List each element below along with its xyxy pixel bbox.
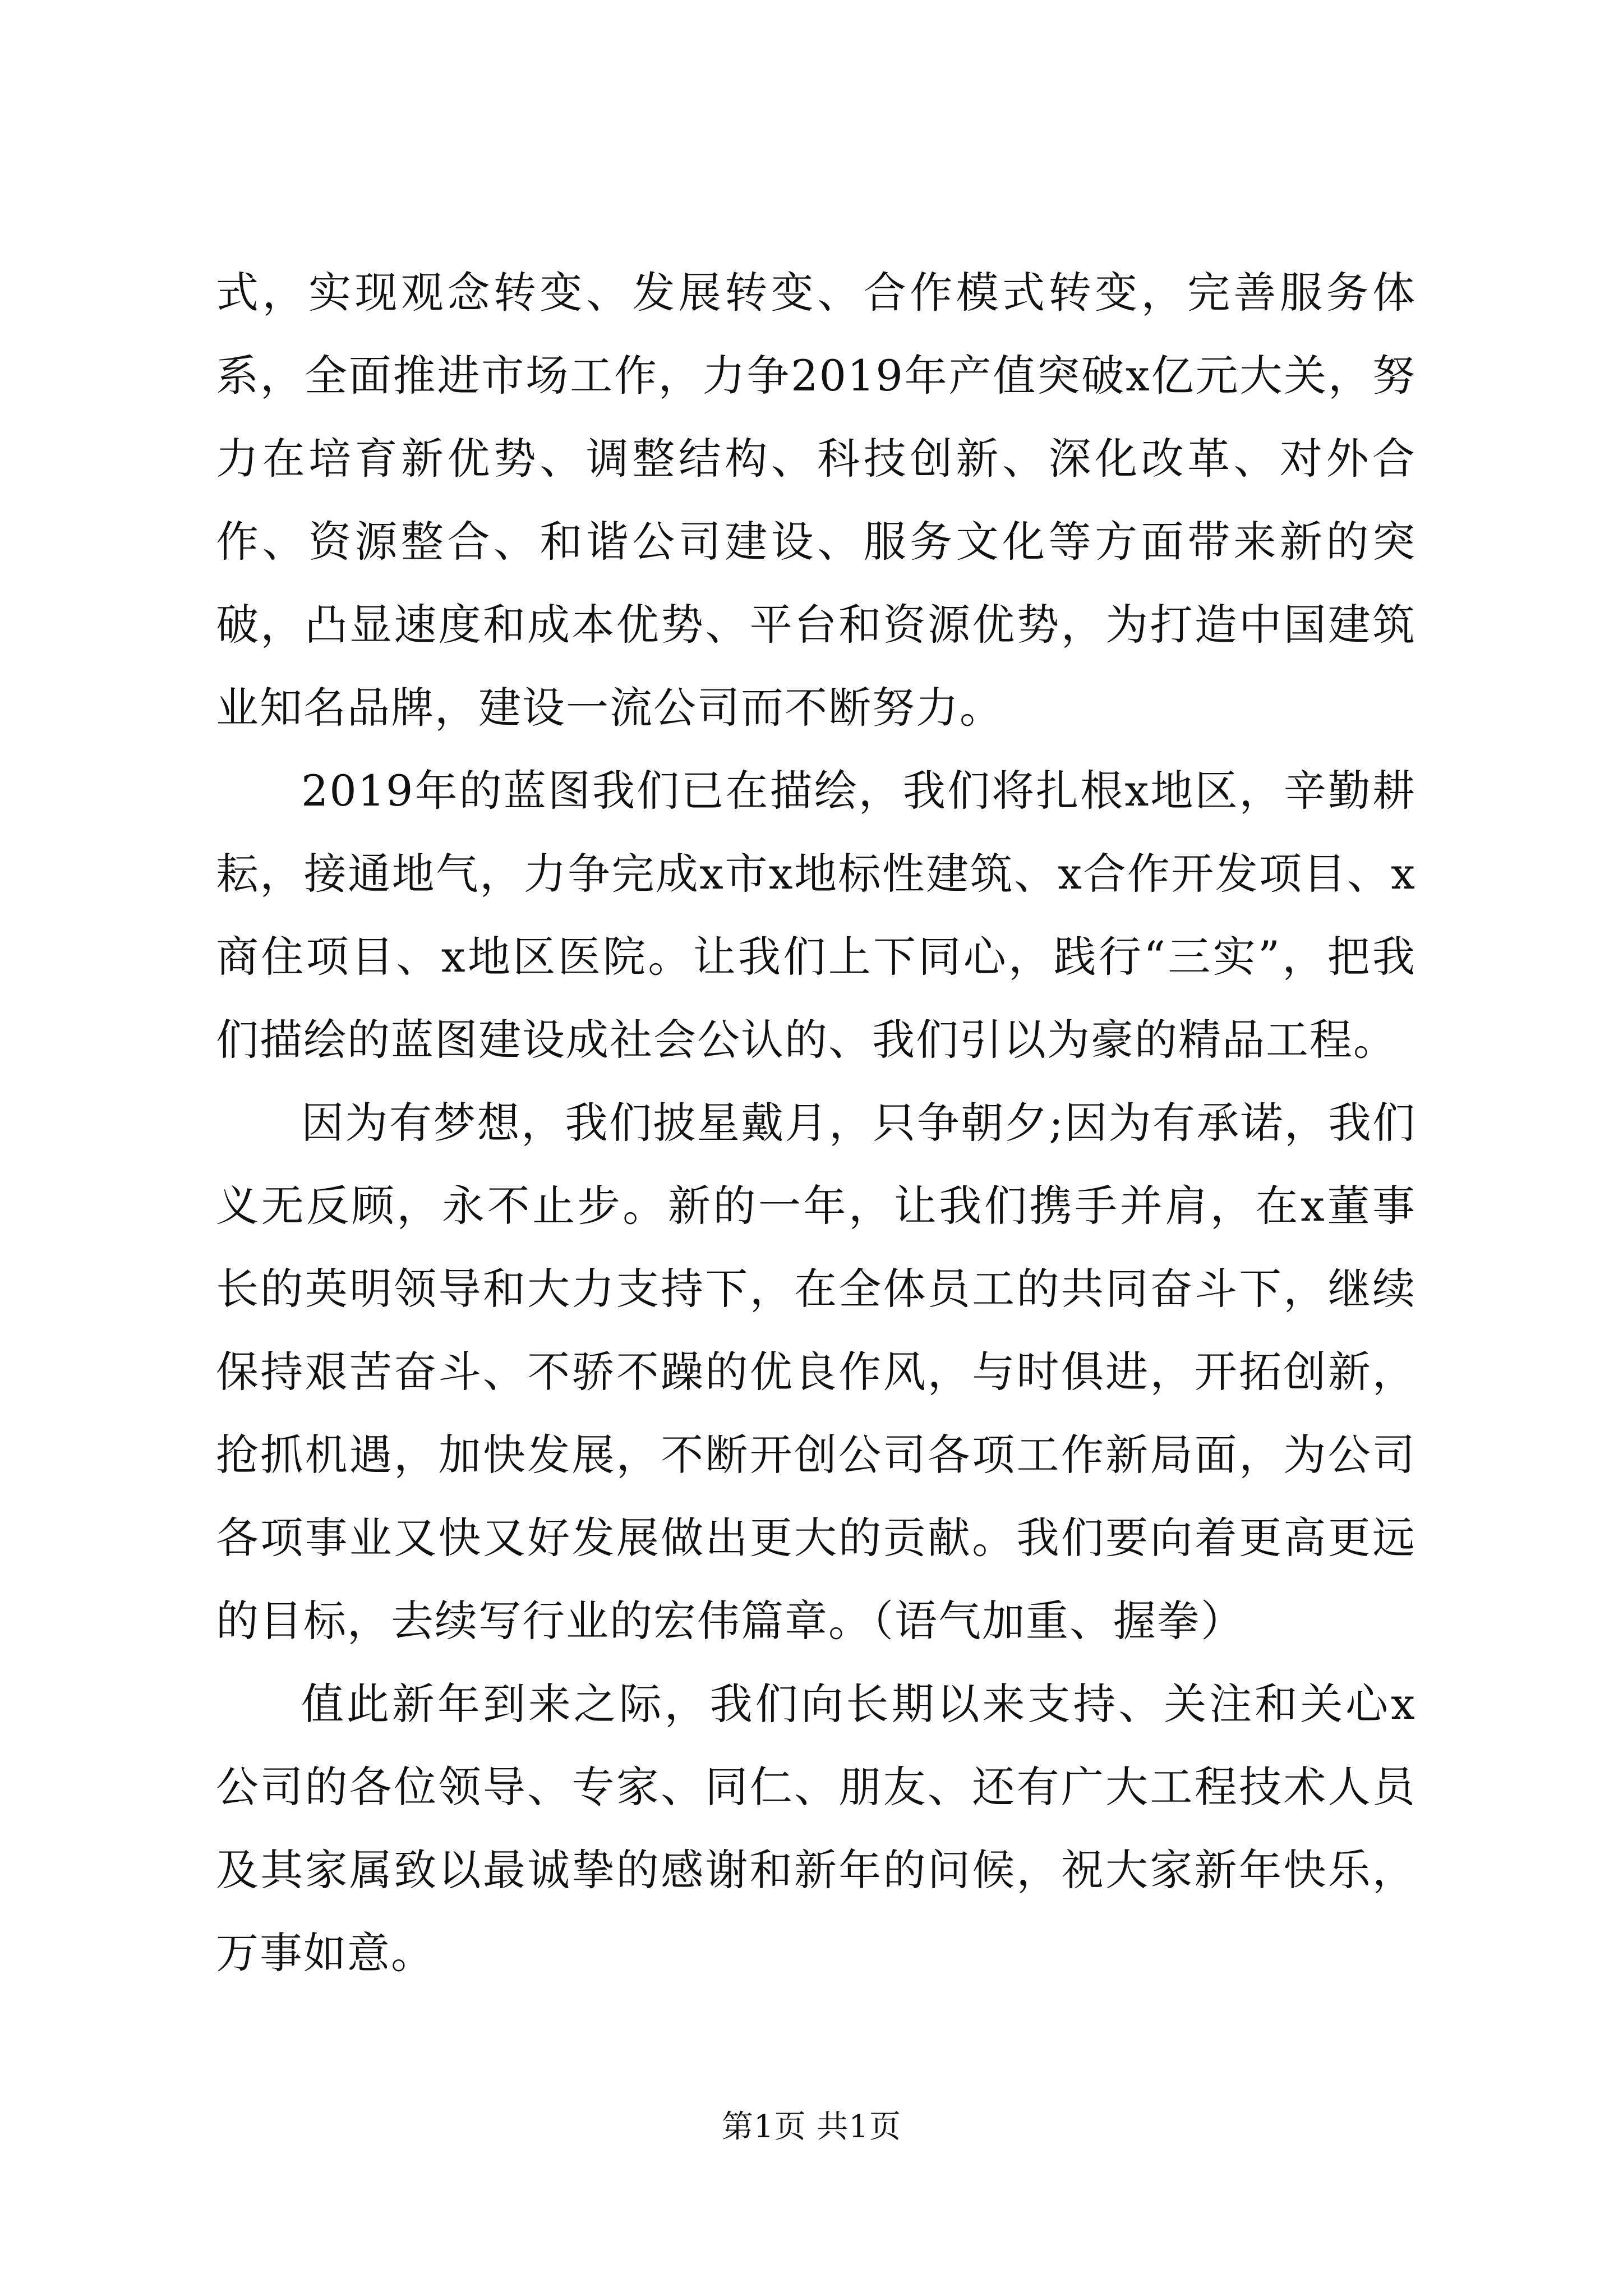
paragraph-1: 式，实现观念转变、发展转变、合作模式转变，完善服务体系，全面推进市场工作，力争2019年产值突破x亿元大关，努力在培育新优势、调整结构、科技创新、深化改革、对外合作、资源整合、和谐公司建设、服务文化等方面带来新的突破，凸显速度和成本优势、平台和资源优势，为打造中国建筑业知名品牌，建设一流公司而不断努力。 (216, 268, 1416, 733)
document-body (216, 251, 1416, 1995)
page-footer: 第1页 共1页 (721, 2109, 902, 2145)
paragraph-2: 2019年的蓝图我们已在描绘，我们将扎根x地区，辛勤耕耘，接通地气，力争完成x市x地标性建筑、x合作开发项目、x商住项目、x地区医院。让我们上下同心，践行“三实”，把我们描绘的蓝图建设成社会公认的、我们引以为豪的精品工程。 (216, 766, 1416, 1065)
paragraph-3: 因为有梦想，我们披星戴月，只争朝夕;因为有承诺，我们义无反顾，永不止步。新的一年，让我们携手并肩，在x董事长的英明领导和大力支持下，在全体员工的共同奋斗下，继续保持艰苦奋斗、不骄不躁的优良作风，与时俱进，开拓创新，抢抓机遇，加快发展，不断开创公司各项工作新局面，为公司各项事业又快又好发展做出更大的贡献。我们要向着更高更远的目标，去续写行业的宏伟篇章。（语气加重、握拳） (216, 1098, 1416, 1646)
paragraph-4: 值此新年到来之际，我们向长期以来支持、关注和关心x公司的各位领导、专家、同仁、朋友、还有广大工程技术人员及其家属致以最诚挚的感谢和新年的问候，祝大家新年快乐，万事如意。 (216, 1679, 1416, 1978)
